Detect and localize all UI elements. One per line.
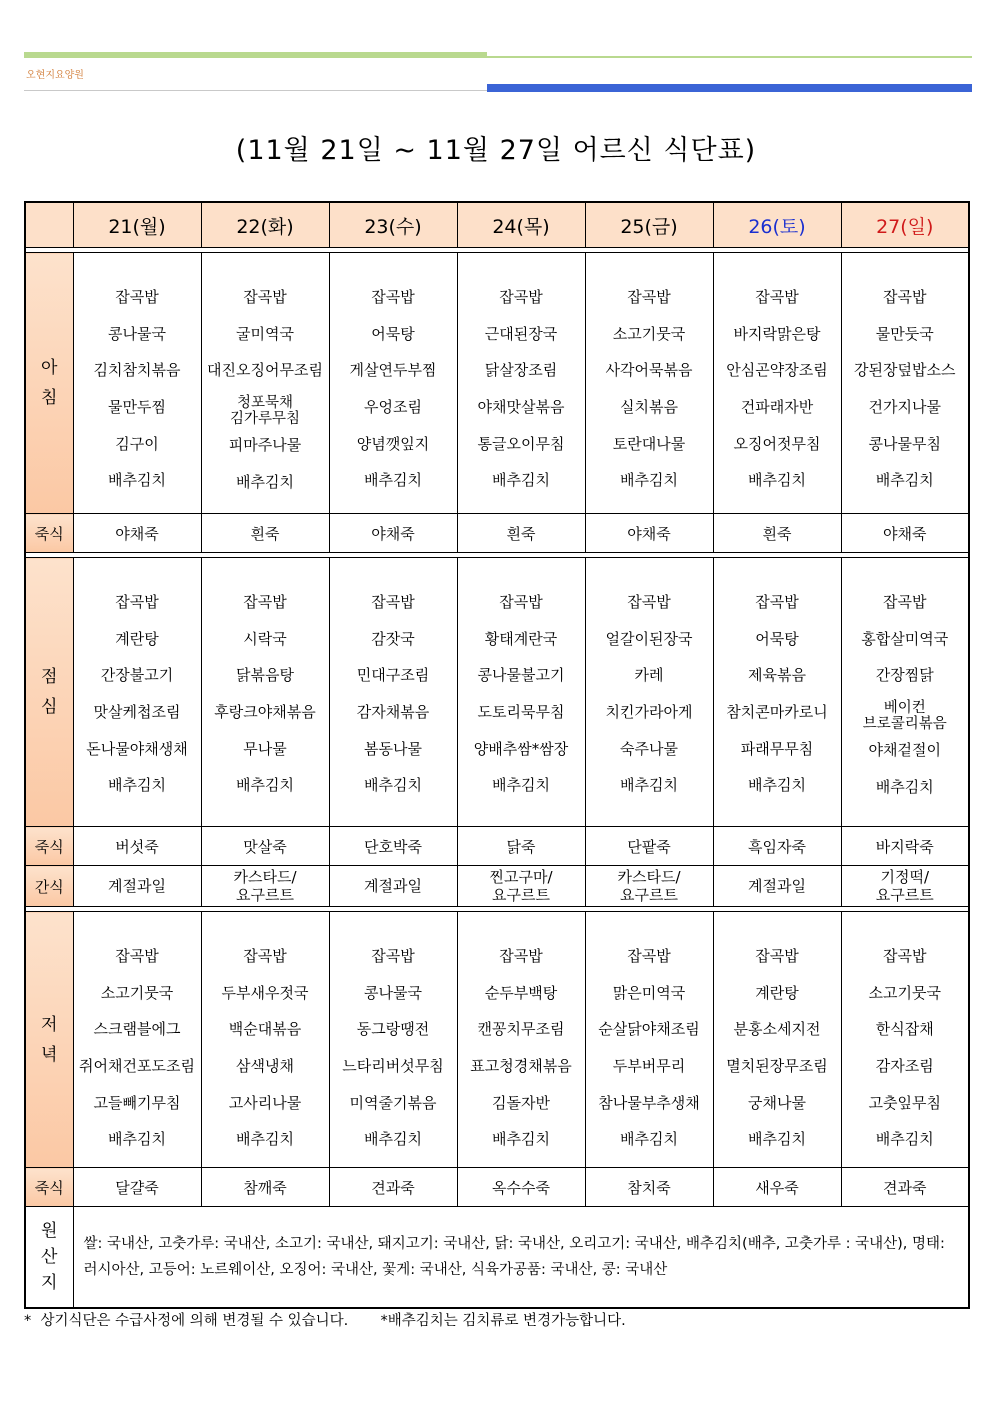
dish-item: 잡곡밥 — [371, 288, 415, 306]
day-header: 23(수) — [329, 202, 457, 248]
dish-item: 배추김치 — [748, 776, 806, 795]
dish-item: 소고기뭇국 — [100, 983, 174, 1002]
dish-item: 배추김치 — [236, 776, 294, 795]
breakfast-porridge-row-cell: 야채죽 — [841, 514, 969, 553]
dish-item: 배추김치 — [364, 1130, 422, 1149]
dish-list — [330, 558, 457, 804]
snack-line: 계절과일 — [364, 877, 422, 895]
lunch-porridge-row-cell: 닭죽 — [457, 827, 585, 866]
dish-item: 김치참치볶음 — [93, 361, 181, 380]
meal-label-char: 녁 — [41, 1044, 58, 1065]
dish-item: 한식잡채 — [875, 1020, 934, 1039]
dish-item: 순살닭야채조림 — [598, 1020, 700, 1039]
dish-item: 카레 — [634, 666, 664, 685]
dish-item: 간장찜닭 — [875, 666, 934, 685]
dish-item: 도토리묵무침 — [477, 703, 565, 722]
dish-item: 소고기뭇국 — [868, 983, 941, 1002]
dish-list — [586, 253, 713, 499]
dish-item: 잡곡밥 — [755, 947, 799, 965]
dish-item: 배추김치 — [875, 471, 934, 490]
dish-item: 건가지나물 — [868, 398, 941, 417]
dish-list — [202, 912, 329, 1158]
dish-item: 닭살장조림 — [484, 361, 558, 380]
dish-item: 김돌자반 — [492, 1093, 550, 1112]
snack-line: 요구르트 — [492, 886, 550, 904]
dish-item: 잡곡밥 — [755, 288, 799, 306]
snack-cell — [585, 866, 713, 907]
snack-line: 요구르트 — [236, 886, 294, 904]
dish-item: 배추김치 — [492, 471, 550, 490]
dish-item: 야채겉절이 — [868, 741, 941, 760]
dish-item: 오징어젓무침 — [733, 434, 821, 453]
breakfast-day-cell — [73, 253, 201, 514]
dinner-day-cell — [329, 912, 457, 1168]
dish-list — [714, 912, 841, 1158]
meal-label-char: 침 — [41, 388, 58, 408]
header-green-line — [487, 56, 972, 58]
dish-item: 배추김치 — [875, 777, 934, 796]
dish-item: 잡곡밥 — [243, 593, 287, 611]
dish-item: 김구이 — [115, 434, 159, 453]
dinner-porridge-row-cell: 옥수수죽 — [457, 1168, 585, 1207]
dish-item: 어묵탕 — [371, 324, 415, 343]
header-gray-line — [24, 90, 487, 91]
day-header: 27(일) — [841, 202, 969, 248]
breakfast-day-cell — [457, 253, 585, 514]
dish-item: 굴미역국 — [236, 324, 294, 343]
dish-item: 감자채볶음 — [356, 703, 430, 722]
dish-item: 잡곡밥 — [115, 593, 159, 611]
dish-item: 후랑크야채볶음 — [214, 703, 316, 722]
breakfast-porridge-row-cell: 흰죽 — [713, 514, 841, 553]
breakfast-day-cell — [201, 253, 329, 514]
dish-item: 순두부백탕 — [484, 983, 558, 1002]
dinner-porridge-row-cell: 견과죽 — [841, 1168, 969, 1207]
dish-item: 잡곡밥 — [115, 947, 159, 965]
snack-row — [25, 866, 969, 907]
dish-item: 민대구조림 — [356, 666, 430, 685]
dish-list — [586, 558, 713, 804]
dish-list — [458, 253, 585, 499]
breakfast-porridge-row-cell: 흰죽 — [201, 514, 329, 553]
dish-item: 배추김치 — [620, 1130, 678, 1149]
dish-list — [330, 912, 457, 1158]
snack-line: 카스타드/ — [617, 868, 681, 886]
origin-label-char: 지 — [41, 1273, 58, 1293]
lunch-row — [25, 558, 969, 827]
dish-list — [202, 253, 329, 500]
dish-item: 베이컨 — [883, 700, 926, 717]
snack-line: 계절과일 — [748, 877, 806, 895]
lunch-label — [25, 558, 73, 827]
dish-item: 소고기뭇국 — [612, 324, 686, 343]
footnote: * 상기식단은 수급사정에 의해 변경될 수 있습니다. *배추김치는 김치류로 변경가능합니다. — [24, 1313, 626, 1329]
dish-item: 배추김치 — [492, 776, 550, 795]
dish-list — [842, 912, 969, 1158]
dish-item: 참치콘마카로니 — [726, 703, 828, 722]
dish-item: 잡곡밥 — [627, 288, 671, 306]
dish-item: 잡곡밥 — [499, 288, 543, 306]
dish-item: 야채맛살볶음 — [477, 398, 565, 417]
lunch-day-cell — [713, 558, 841, 827]
dish-item: 잡곡밥 — [371, 593, 415, 611]
dish-list — [842, 558, 969, 805]
origin-text: 쌀: 국내산, 고춧가루: 국내산, 소고기: 국내산, 돼지고기: 국내산, 닭: 국내산, 오리고기: 국내산, 배추김치(배추, 고춧가루 : 국내산), 명태: 러시아산, 고등어: 노르웨이산, 오징어: 국내산, 꽃게: 국내산, 식육가공품: 국내산, 콩: 국내산 — [73, 1207, 969, 1309]
dish-list — [842, 253, 969, 499]
lunch-porridge-row-cell: 흑임자죽 — [713, 827, 841, 866]
snack-cell — [73, 866, 201, 907]
breakfast-porridge-row-cell: 흰죽 — [457, 514, 585, 553]
dish-item: 물만둣국 — [875, 324, 934, 343]
dish-item: 무나물 — [243, 739, 287, 758]
dish-item: 피마주나물 — [228, 436, 302, 455]
dish-item: 배추김치 — [108, 471, 166, 490]
dish-item: 사각어묵볶음 — [605, 361, 693, 380]
dish-item: 멸치된장무조림 — [726, 1057, 828, 1076]
lunch-day-cell — [457, 558, 585, 827]
snack-cell — [329, 866, 457, 907]
lunch-porridge-row — [25, 827, 969, 866]
day-header: 21(월) — [73, 202, 201, 248]
header-blue-bar — [487, 84, 972, 92]
snack-line: 기정떡/ — [880, 868, 930, 886]
breakfast-porridge-row-cell: 야채죽 — [73, 514, 201, 553]
lunch-porridge-row-cell: 맛살죽 — [201, 827, 329, 866]
dish-item: 양배추쌈*쌈장 — [473, 739, 569, 758]
dish-item: 느타리버섯무침 — [342, 1057, 444, 1076]
dish-item: 물만두찜 — [108, 398, 166, 417]
dish-item: 참나물부추생채 — [598, 1093, 700, 1112]
dish-item: 잡곡밥 — [499, 593, 543, 611]
lunch-porridge-row-cell: 단호박죽 — [329, 827, 457, 866]
dish-item: 잡곡밥 — [243, 947, 287, 965]
dish-item: 백순대볶음 — [228, 1020, 302, 1039]
dish-item: 잡곡밥 — [371, 947, 415, 965]
dish-item: 두부새우젓국 — [221, 983, 309, 1002]
snack-line: 찐고구마/ — [489, 868, 553, 886]
dish-item: 치킨가라아게 — [605, 703, 693, 722]
meal-plan-table — [24, 201, 970, 1309]
dish-item: 배추김치 — [875, 1130, 934, 1149]
dish-item: 숙주나물 — [620, 739, 678, 758]
dish-item: 고춧잎무침 — [868, 1093, 941, 1112]
dish-item: 잡곡밥 — [627, 947, 671, 965]
dish-item: 통글오이무침 — [477, 434, 565, 453]
dish-item: 잡곡밥 — [627, 593, 671, 611]
dish-list — [74, 558, 201, 804]
dish-item: 어묵탕 — [755, 629, 799, 648]
dish-item: 계란탕 — [115, 629, 159, 648]
dish-list — [74, 253, 201, 499]
dish-item: 우엉조림 — [364, 398, 422, 417]
day-header-row — [25, 202, 969, 248]
dish-item: 궁채나물 — [748, 1093, 806, 1112]
dish-item: 배추김치 — [108, 776, 166, 795]
meal-label-char: 아 — [41, 358, 58, 378]
day-header: 22(화) — [201, 202, 329, 248]
dish-item: 실치볶음 — [620, 398, 678, 417]
dish-item: 배추김치 — [620, 471, 678, 490]
snack-cell — [201, 866, 329, 907]
dish-item: 잡곡밥 — [115, 288, 159, 306]
dish-item: 배추김치 — [108, 1130, 166, 1149]
dish-item: 미역줄기볶음 — [349, 1093, 437, 1112]
dish-item: 배추김치 — [748, 1130, 806, 1149]
dish-list — [458, 558, 585, 804]
lunch-day-cell — [841, 558, 969, 827]
dish-item: 고들빼기무침 — [93, 1093, 181, 1112]
dish-item: 양념깻잎지 — [356, 434, 430, 453]
dish-item: 쥐어채건포도조림 — [79, 1057, 195, 1076]
snack-cell — [457, 866, 585, 907]
dish-item: 봄동나물 — [364, 739, 422, 758]
dish-item: 잡곡밥 — [243, 288, 287, 306]
origin-label — [25, 1207, 73, 1309]
breakfast-day-cell — [841, 253, 969, 514]
dish-item: 얼갈이된장국 — [605, 629, 693, 648]
corner-cell — [25, 202, 73, 248]
dish-item: 삼색냉채 — [236, 1057, 294, 1076]
dish-item: 홍합살미역국 — [861, 629, 949, 648]
meal-label-char: 심 — [41, 697, 58, 717]
snack-line: 카스타드/ — [233, 868, 297, 886]
dish-item: 콩나물무침 — [868, 434, 941, 453]
day-header: 26(토) — [713, 202, 841, 248]
dish-item: 콩나물국 — [108, 324, 166, 343]
dish-item: 시락국 — [243, 629, 287, 648]
dish-item: 계란탕 — [755, 983, 799, 1002]
origin-row — [25, 1207, 969, 1309]
dish-item: 배추김치 — [236, 1130, 294, 1149]
dish-item: 건파래자반 — [740, 398, 814, 417]
dish-item: 잡곡밥 — [499, 947, 543, 965]
dish-item: 스크램블에그 — [93, 1020, 181, 1039]
dinner-day-cell — [585, 912, 713, 1168]
dinner-porridge-row-cell: 달걀죽 — [73, 1168, 201, 1207]
dish-item: 감잣국 — [371, 629, 415, 648]
breakfast-day-cell — [329, 253, 457, 514]
origin-label-char: 산 — [41, 1247, 58, 1267]
dish-item: 청포묵채 — [236, 395, 294, 412]
dish-item: 토란대나물 — [612, 434, 686, 453]
dish-item: 바지락맑은탕 — [733, 324, 821, 343]
dish-item: 고사리나물 — [228, 1093, 302, 1112]
lunch-porridge-row-cell: 바지락죽 — [841, 827, 969, 866]
dish-item: 돈나물야채생채 — [86, 739, 188, 758]
dish-item: 근대된장국 — [484, 324, 558, 343]
dish-item: 배추김치 — [364, 776, 422, 795]
dinner-day-cell — [713, 912, 841, 1168]
lunch-porridge-row-cell: 버섯죽 — [73, 827, 201, 866]
dish-item: 감자조림 — [875, 1057, 934, 1076]
dinner-porridge-row-cell: 새우죽 — [713, 1168, 841, 1207]
dish-item: 두부버무리 — [612, 1057, 686, 1076]
lunch-day-cell — [201, 558, 329, 827]
dish-item: 콩나물불고기 — [477, 666, 565, 685]
dish-list — [74, 912, 201, 1158]
dish-item: 배추김치 — [620, 776, 678, 795]
dish-item: 콩나물국 — [364, 983, 422, 1002]
header-green-bar — [24, 52, 487, 58]
dish-item: 대진오징어무조림 — [207, 361, 323, 380]
dish-item: 김가루무침 — [229, 411, 301, 428]
lunch-day-cell — [585, 558, 713, 827]
dish-list — [330, 253, 457, 499]
lunch-porridge-row-cell: 단팥죽 — [585, 827, 713, 866]
breakfast-day-cell — [713, 253, 841, 514]
dish-item: 분홍소세지전 — [733, 1020, 821, 1039]
org-name: 오현지요양원 — [26, 70, 84, 81]
dish-item: 잡곡밥 — [755, 593, 799, 611]
dish-item: 강된장덮밥소스 — [854, 361, 956, 380]
dish-item: 제육볶음 — [748, 666, 806, 685]
snack-line: 요구르트 — [875, 886, 934, 904]
snack-label: 간식 — [25, 866, 73, 907]
dish-list — [586, 912, 713, 1158]
breakfast-porridge-row-label: 죽식 — [25, 514, 73, 553]
snack-cell — [841, 866, 969, 907]
dinner-label — [25, 912, 73, 1168]
dish-item: 동그랑땡전 — [356, 1020, 430, 1039]
page-title: (11월 21일 ~ 11월 27일 어르신 식단표) — [235, 135, 757, 166]
breakfast-day-cell — [585, 253, 713, 514]
breakfast-porridge-row-cell: 야채죽 — [585, 514, 713, 553]
dinner-day-cell — [201, 912, 329, 1168]
dish-item: 캔꽁치무조림 — [477, 1020, 565, 1039]
origin-label-char: 원 — [41, 1221, 58, 1241]
dish-item: 닭볶음탕 — [236, 666, 294, 685]
dinner-day-cell — [73, 912, 201, 1168]
dish-item: 배추김치 — [492, 1130, 550, 1149]
meal-label-char: 점 — [41, 667, 58, 687]
day-header: 25(금) — [585, 202, 713, 248]
breakfast-porridge-row — [25, 514, 969, 553]
dish-item: 잡곡밥 — [883, 593, 927, 611]
day-header: 24(목) — [457, 202, 585, 248]
dish-item: 배추김치 — [364, 471, 422, 490]
snack-line: 요구르트 — [620, 886, 678, 904]
dish-item: 잡곡밥 — [883, 947, 927, 965]
breakfast-row — [25, 253, 969, 514]
dish-item: 배추김치 — [748, 471, 806, 490]
dish-item: 간장불고기 — [100, 666, 174, 685]
dish-item: 게살연두부찜 — [349, 361, 437, 380]
dish-item: 배추김치 — [236, 472, 294, 491]
lunch-porridge-row-label: 죽식 — [25, 827, 73, 866]
meal-label-char: 저 — [41, 1014, 58, 1035]
dinner-row — [25, 912, 969, 1168]
dish-item: 잡곡밥 — [883, 288, 927, 306]
dish-list — [202, 558, 329, 804]
dish-item: 표고청경채볶음 — [470, 1057, 572, 1076]
dinner-day-cell — [457, 912, 585, 1168]
snack-cell — [713, 866, 841, 907]
snack-line: 계절과일 — [108, 877, 166, 895]
dinner-porridge-row-cell: 견과죽 — [329, 1168, 457, 1207]
dinner-porridge-row — [25, 1168, 969, 1207]
breakfast-label — [25, 253, 73, 514]
dish-item: 안심곤약장조림 — [726, 361, 828, 380]
dish-item: 맑은미역국 — [612, 983, 686, 1002]
dinner-porridge-row-cell: 참깨죽 — [201, 1168, 329, 1207]
dish-list — [714, 253, 841, 499]
dish-item: 파래무무침 — [740, 739, 814, 758]
lunch-day-cell — [329, 558, 457, 827]
dish-list — [458, 912, 585, 1158]
dish-item: 황태계란국 — [484, 629, 558, 648]
breakfast-porridge-row-cell: 야채죽 — [329, 514, 457, 553]
dish-list — [714, 558, 841, 804]
dinner-porridge-row-label: 죽식 — [25, 1168, 73, 1207]
dinner-porridge-row-cell: 참치죽 — [585, 1168, 713, 1207]
dish-item: 브로콜리볶음 — [862, 716, 947, 733]
dish-item: 맛살케첩조림 — [93, 703, 181, 722]
dinner-day-cell — [841, 912, 969, 1168]
lunch-day-cell — [73, 558, 201, 827]
